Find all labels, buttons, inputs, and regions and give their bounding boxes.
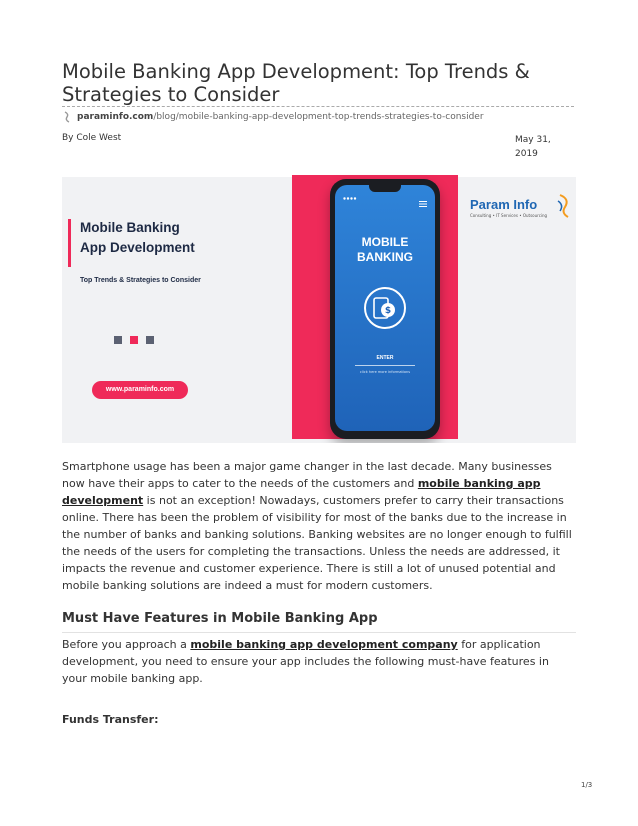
features-intro-paragraph: Before you approach a mobile banking app development company for application development, you need to ensure your app includes the following must-have features in your mobile banking app. (62, 638, 549, 685)
phone-mockup (330, 179, 440, 439)
logo-tagline: Consulting • IT Services • Outsourcing (470, 213, 548, 218)
source-path: /blog/mobile-banking-app-development-top-trends-strategies-to-consider (153, 112, 484, 122)
mobile-banking-app-development-link[interactable]: mobile banking app development (62, 477, 541, 507)
source-url[interactable] (62, 111, 484, 123)
hero-subheading: Top Trends & Strategies to Consider (80, 277, 201, 284)
brand-logo (470, 197, 570, 218)
article-title: Mobile Banking App Development: Top Trends & Strategies to Consider (62, 60, 530, 106)
hero-accent-line (68, 219, 71, 267)
source-domain: paraminfo.com (77, 112, 154, 122)
development-company-link[interactable]: mobile banking app development company (190, 638, 458, 651)
phone-screen (335, 185, 435, 431)
hero-dot-1 (114, 336, 122, 344)
section-divider (62, 632, 576, 633)
section-heading: Must Have Features in Mobile Banking App (62, 611, 378, 626)
phone-screen-note: click here more informations (359, 370, 411, 374)
page-number: 1/3 (581, 781, 593, 789)
title-divider (62, 106, 574, 107)
intro-paragraph: Smartphone usage has been a major game changer in the last decade. Many businesses now have their apps to cater to the needs of the customers and mobile banking app development is not an exception! Nowadays, customers prefer to carry their transactions online. There has been the problem of visibility for most of the banks due to the increase in the number of banks and banking solutions. Banking websites are no longer enough to fulfill the needs of the users for completing the transactions. Unless the needs are addressed, it impacts the revenue and customer experience. There is still a lot of unused potential and mobile banking solutions are indeed a must for modern customers. (62, 460, 572, 592)
link-icon (62, 111, 72, 123)
logo-text: Param Info (470, 197, 538, 212)
author-byline: By Cole West (62, 133, 122, 143)
hero-image (62, 171, 576, 443)
menu-icon (419, 201, 427, 207)
publish-date: May 31, 2019 (515, 135, 551, 159)
funds-transfer-heading: Funds Transfer: (62, 713, 159, 726)
hero-heading-line1: Mobile Banking (80, 220, 180, 235)
status-bar-icon (343, 197, 359, 200)
hero-url-badge: www.paraminfo.com (92, 381, 188, 399)
coin-refresh-icon (360, 283, 410, 333)
hero-dot-2 (130, 336, 138, 344)
hero-heading (80, 218, 195, 258)
hero-heading-line2: App Development (80, 240, 195, 255)
svg-text:$: $ (384, 306, 392, 316)
logo-swirl-icon (556, 193, 572, 219)
hero-dot-3 (146, 336, 154, 344)
enter-button: ENTER (355, 351, 415, 366)
phone-screen-title: MOBILE BANKING (357, 235, 413, 264)
